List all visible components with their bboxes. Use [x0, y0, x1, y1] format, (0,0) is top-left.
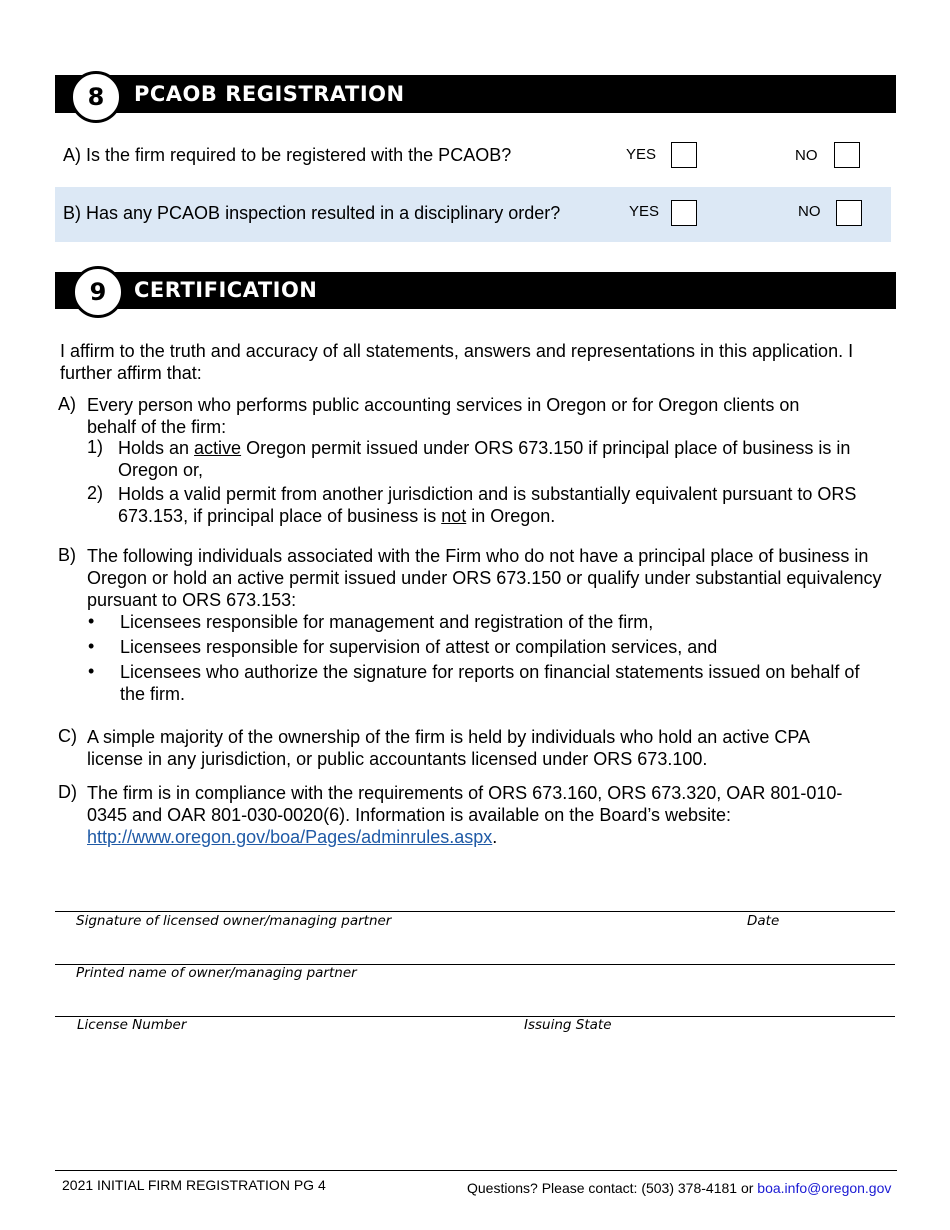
footer-divider: [55, 1170, 897, 1171]
question-b-no-label: NO: [798, 203, 821, 220]
item-c-letter: C): [58, 726, 77, 746]
question-a: [63, 145, 511, 166]
item-a-text: Every person who performs public accounting services in Oregon or for Oregon clients on behalf of the firm:: [87, 395, 800, 437]
item-a-sub1-text: [118, 437, 888, 481]
section-8-number: 8: [87, 83, 105, 111]
question-b-text: Has any PCAOB inspection resulted in a disciplinary order?: [86, 203, 561, 223]
footer-contact: [467, 1180, 891, 1196]
item-b-bullet-1-dot: •: [88, 611, 95, 631]
certification-intro: I affirm to the truth and accuracy of all statements, answers and representations in this application. I further affirm that:: [60, 341, 854, 383]
item-b-bullet-1: Licensees responsible for management and registration of the firm,: [120, 612, 654, 632]
item-a-sub1-post: Oregon permit issued under ORS 673.150 if principal place of business is in Oregon or,: [118, 438, 851, 480]
item-b-bullet-3-dot: •: [88, 661, 95, 681]
item-d-text: [87, 782, 857, 848]
item-a-sub1-number: 1): [87, 437, 104, 457]
printed-name-label: Printed name of owner/managing partner: [76, 965, 357, 981]
question-a-no-checkbox[interactable]: [834, 142, 860, 168]
item-a-sub2-emphasis: not: [441, 506, 467, 526]
question-a-letter: A): [63, 145, 81, 165]
item-a-letter: A): [58, 394, 76, 414]
item-b-text: The following individuals associated with the Firm who do not have a principal place of business in Oregon or hold an active permit issued under ORS 673.150 or qualify under substantial equivalency pursuant to ORS 673.153:: [87, 546, 882, 610]
section-9-number: 9: [89, 278, 107, 306]
item-b-letter: B): [58, 545, 76, 565]
item-d-body: The firm is in compliance with the requirements of ORS 673.160, ORS 673.320, OAR 801-010-0345 and OAR 801-030-0020(6). Information is available on the Board’s website:: [87, 783, 843, 825]
footer-email-link[interactable]: boa.info@oregon.gov: [757, 1180, 892, 1196]
item-d-letter: D): [58, 782, 77, 802]
item-b-bullet-3: Licensees who authorize the signature for reports on financial statements issued on behalf of the firm.: [120, 662, 860, 704]
question-b-yes-checkbox[interactable]: [671, 200, 697, 226]
item-b-bullet-2-dot: •: [88, 636, 95, 656]
section-8-title: PCAOB REGISTRATION: [134, 82, 405, 106]
signature-line[interactable]: [55, 911, 895, 912]
item-a-sub1-pre: Holds an: [118, 438, 195, 458]
question-b-letter: B): [63, 203, 81, 223]
license-number-label: License Number: [77, 1017, 187, 1033]
section-8-number-badge: [70, 71, 122, 123]
issuing-state-label: Issuing State: [524, 1017, 612, 1033]
section-9-number-badge: [72, 266, 124, 318]
question-a-no-label: NO: [795, 147, 818, 164]
item-c-text: A simple majority of the ownership of the firm is held by individuals who hold an active CPA license in any jurisdiction, or public accountants licensed under ORS 673.100.: [87, 727, 810, 769]
question-a-text: Is the firm required to be registered with the PCAOB?: [86, 145, 512, 165]
section-9-title: CERTIFICATION: [134, 278, 318, 302]
question-b-yes-label: YES: [629, 203, 660, 220]
question-a-yes-label: YES: [626, 146, 657, 163]
admin-rules-link[interactable]: http://www.oregon.gov/boa/Pages/adminrules.aspx: [87, 827, 493, 847]
item-d-period: .: [492, 827, 498, 847]
item-a-sub2-number: 2): [87, 483, 104, 503]
item-a-sub2-post: in Oregon.: [466, 506, 556, 526]
footer-contact-text: Questions? Please contact: (503) 378-4181 or: [467, 1180, 758, 1196]
signature-label: Signature of licensed owner/managing partner: [76, 913, 392, 929]
item-a-sub2-text: [118, 483, 858, 527]
item-a-sub1-emphasis: active: [194, 438, 242, 458]
footer-page-label: 2021 INITIAL FIRM REGISTRATION PG 4: [62, 1177, 326, 1193]
item-a-sub2-pre: Holds a valid permit from another jurisdiction and is substantially equivalent pursuant to ORS 673.153, if principal place of business is: [118, 484, 857, 526]
date-label: Date: [747, 913, 780, 929]
question-a-yes-checkbox[interactable]: [671, 142, 697, 168]
item-b-bullet-2: Licensees responsible for supervision of attest or compilation services, and: [120, 637, 718, 657]
question-b: [63, 203, 560, 224]
question-b-no-checkbox[interactable]: [836, 200, 862, 226]
